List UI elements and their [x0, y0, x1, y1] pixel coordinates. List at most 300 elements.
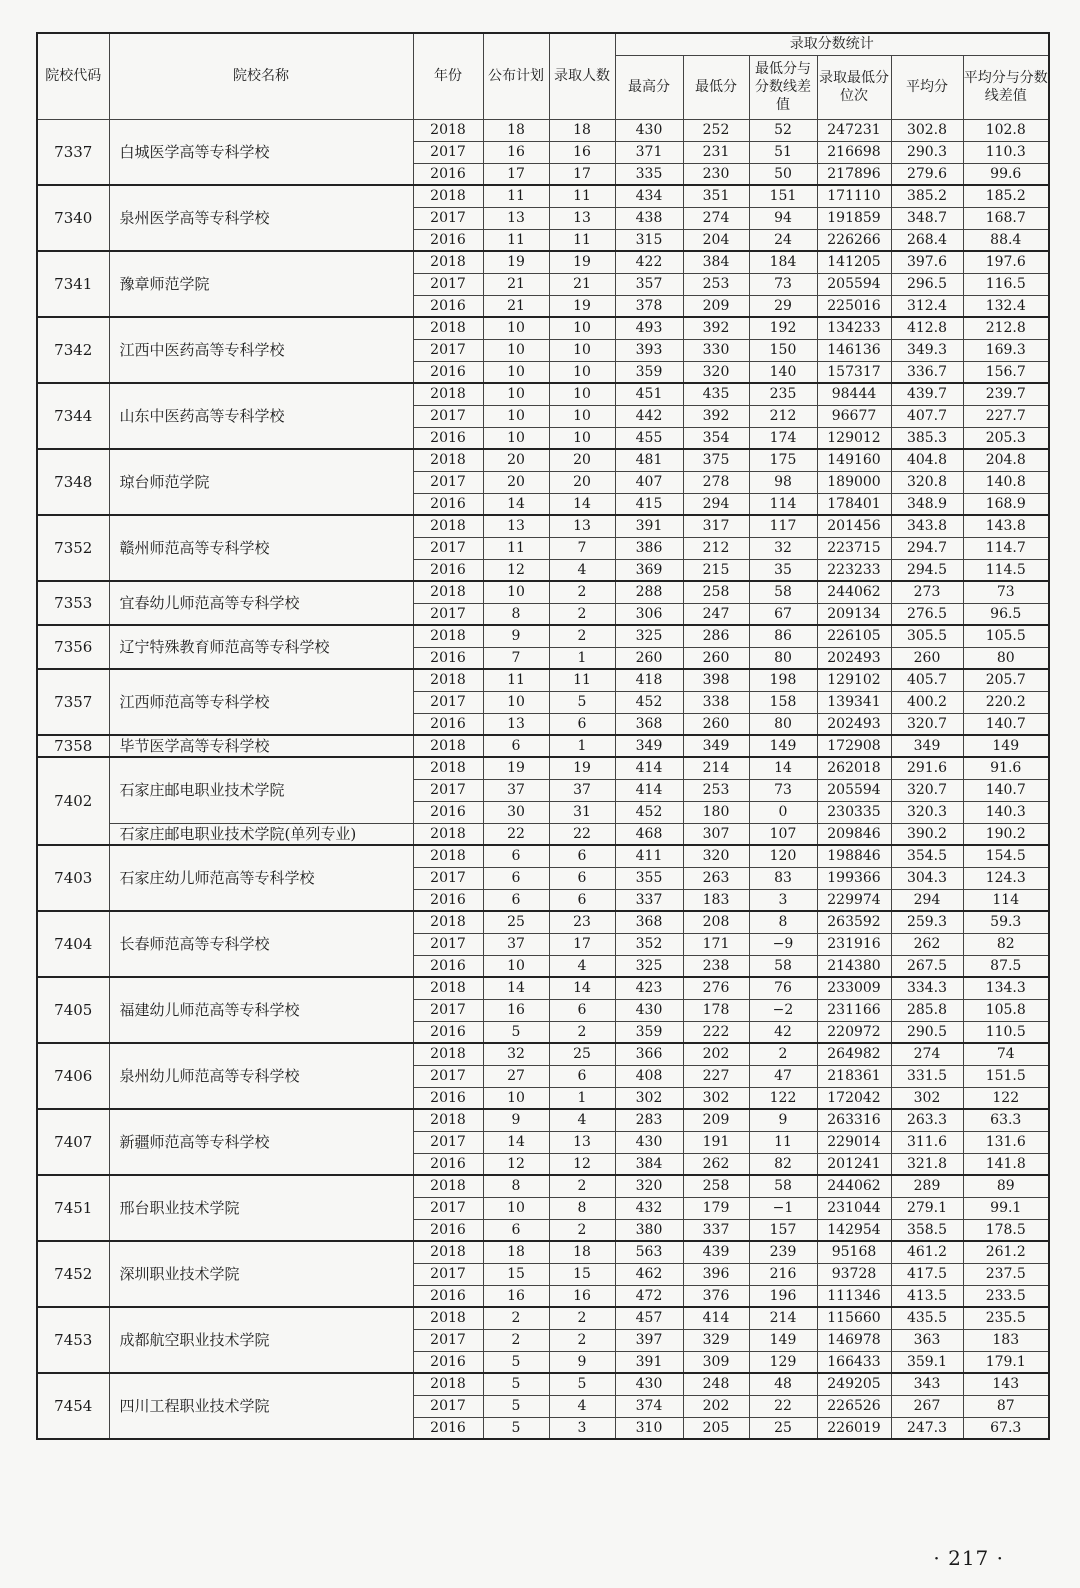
- cell-avg-diff: 179.1: [963, 1351, 1049, 1373]
- cell-avg-score: 417.5: [891, 1263, 963, 1285]
- cell-max-score: 337: [615, 889, 683, 911]
- cell-min-score: 171: [683, 933, 749, 955]
- cell-admitted: 15: [549, 1263, 615, 1285]
- cell-min-score: 258: [683, 1175, 749, 1197]
- cell-plan: 6: [483, 1219, 549, 1241]
- cell-avg-diff: 140.8: [963, 471, 1049, 493]
- cell-min-score: 392: [683, 317, 749, 339]
- cell-admitted: 37: [549, 779, 615, 801]
- cell-year: 2017: [413, 537, 483, 559]
- cell-avg-diff: 183: [963, 1329, 1049, 1351]
- cell-avg-diff: 239.7: [963, 383, 1049, 405]
- header-avg-diff: 平均分与分数线差值: [963, 55, 1049, 119]
- cell-max-score: 397: [615, 1329, 683, 1351]
- cell-min-rank: 209134: [817, 603, 891, 625]
- cell-admitted: 4: [549, 1395, 615, 1417]
- cell-admitted: 19: [549, 757, 615, 779]
- cell-plan: 14: [483, 977, 549, 999]
- cell-avg-score: 296.5: [891, 273, 963, 295]
- cell-min-score: 191: [683, 1131, 749, 1153]
- cell-admitted: 14: [549, 493, 615, 515]
- cell-year: 2017: [413, 1329, 483, 1351]
- school-name: 长春师范高等专科学校: [109, 911, 413, 977]
- cell-admitted: 1: [549, 647, 615, 669]
- cell-max-score: 315: [615, 229, 683, 251]
- cell-plan: 10: [483, 361, 549, 383]
- school-name: 泉州幼儿师范高等专科学校: [109, 1043, 413, 1109]
- cell-admitted: 13: [549, 207, 615, 229]
- cell-admitted: 1: [549, 735, 615, 757]
- school-name: 石家庄邮电职业技术学院: [109, 757, 413, 823]
- cell-max-score: 452: [615, 691, 683, 713]
- cell-year: 2016: [413, 163, 483, 185]
- cell-min-diff: 149: [749, 1329, 817, 1351]
- cell-admitted: 18: [549, 1241, 615, 1263]
- cell-year: 2017: [413, 603, 483, 625]
- cell-avg-diff: 67.3: [963, 1417, 1049, 1439]
- cell-avg-diff: 124.3: [963, 867, 1049, 889]
- cell-admitted: 4: [549, 955, 615, 977]
- cell-avg-score: 385.2: [891, 185, 963, 207]
- cell-plan: 10: [483, 427, 549, 449]
- cell-avg-diff: 143.8: [963, 515, 1049, 537]
- cell-avg-score: 404.8: [891, 449, 963, 471]
- table-row: [37, 1109, 1049, 1131]
- cell-min-rank: 233009: [817, 977, 891, 999]
- cell-avg-diff: 74: [963, 1043, 1049, 1065]
- cell-min-score: 329: [683, 1329, 749, 1351]
- cell-year: 2016: [413, 1021, 483, 1043]
- cell-min-score: 260: [683, 713, 749, 735]
- cell-avg-diff: 197.6: [963, 251, 1049, 273]
- cell-avg-diff: 59.3: [963, 911, 1049, 933]
- cell-max-score: 452: [615, 801, 683, 823]
- table-row: [37, 515, 1049, 537]
- cell-avg-diff: 134.3: [963, 977, 1049, 999]
- cell-max-score: 472: [615, 1285, 683, 1307]
- admission-score-table: [36, 32, 1050, 1440]
- cell-min-diff: 3: [749, 889, 817, 911]
- cell-avg-diff: 261.2: [963, 1241, 1049, 1263]
- cell-min-rank: 229014: [817, 1131, 891, 1153]
- cell-plan: 6: [483, 889, 549, 911]
- cell-min-diff: 98: [749, 471, 817, 493]
- table-row: [37, 119, 1049, 141]
- school-code: 7337: [37, 119, 109, 185]
- cell-avg-score: 262: [891, 933, 963, 955]
- cell-year: 2016: [413, 1285, 483, 1307]
- cell-avg-diff: 233.5: [963, 1285, 1049, 1307]
- cell-min-score: 276: [683, 977, 749, 999]
- cell-admitted: 20: [549, 471, 615, 493]
- cell-plan: 13: [483, 713, 549, 735]
- cell-year: 2018: [413, 735, 483, 757]
- cell-plan: 20: [483, 471, 549, 493]
- cell-min-diff: 212: [749, 405, 817, 427]
- cell-min-rank: 209846: [817, 823, 891, 845]
- cell-min-rank: 231166: [817, 999, 891, 1021]
- cell-min-score: 302: [683, 1087, 749, 1109]
- cell-min-score: 227: [683, 1065, 749, 1087]
- cell-min-diff: 235: [749, 383, 817, 405]
- cell-avg-diff: 105.5: [963, 625, 1049, 647]
- cell-min-diff: 42: [749, 1021, 817, 1043]
- cell-min-score: 307: [683, 823, 749, 845]
- cell-plan: 25: [483, 911, 549, 933]
- cell-admitted: 2: [549, 1329, 615, 1351]
- cell-min-rank: 223233: [817, 559, 891, 581]
- cell-plan: 10: [483, 955, 549, 977]
- cell-min-diff: 32: [749, 537, 817, 559]
- cell-plan: 5: [483, 1021, 549, 1043]
- cell-admitted: 11: [549, 229, 615, 251]
- cell-max-score: 366: [615, 1043, 683, 1065]
- cell-avg-diff: 168.7: [963, 207, 1049, 229]
- cell-year: 2016: [413, 801, 483, 823]
- cell-year: 2016: [413, 1219, 483, 1241]
- header-min-rank: 录取最低分位次: [817, 55, 891, 119]
- cell-admitted: 31: [549, 801, 615, 823]
- cell-max-score: 455: [615, 427, 683, 449]
- school-name: 四川工程职业技术学院: [109, 1373, 413, 1439]
- cell-min-diff: 29: [749, 295, 817, 317]
- cell-avg-diff: 178.5: [963, 1219, 1049, 1241]
- cell-max-score: 371: [615, 141, 683, 163]
- cell-plan: 11: [483, 669, 549, 691]
- cell-year: 2016: [413, 713, 483, 735]
- cell-avg-diff: 212.8: [963, 317, 1049, 339]
- cell-min-rank: 199366: [817, 867, 891, 889]
- cell-plan: 16: [483, 999, 549, 1021]
- cell-year: 2018: [413, 669, 483, 691]
- cell-avg-score: 390.2: [891, 823, 963, 845]
- school-name: 深圳职业技术学院: [109, 1241, 413, 1307]
- cell-min-diff: −2: [749, 999, 817, 1021]
- cell-avg-diff: 235.5: [963, 1307, 1049, 1329]
- cell-min-score: 392: [683, 405, 749, 427]
- cell-min-rank: 263592: [817, 911, 891, 933]
- cell-year: 2018: [413, 625, 483, 647]
- cell-min-score: 330: [683, 339, 749, 361]
- cell-min-score: 294: [683, 493, 749, 515]
- table-row: [37, 757, 1049, 779]
- cell-min-diff: 8: [749, 911, 817, 933]
- cell-avg-score: 363: [891, 1329, 963, 1351]
- cell-min-diff: 239: [749, 1241, 817, 1263]
- cell-avg-score: 311.6: [891, 1131, 963, 1153]
- cell-avg-diff: 220.2: [963, 691, 1049, 713]
- cell-plan: 37: [483, 779, 549, 801]
- cell-admitted: 4: [549, 559, 615, 581]
- cell-year: 2017: [413, 1197, 483, 1219]
- cell-min-score: 286: [683, 625, 749, 647]
- cell-admitted: 19: [549, 251, 615, 273]
- cell-max-score: 462: [615, 1263, 683, 1285]
- table-row: [37, 735, 1049, 757]
- cell-max-score: 391: [615, 1351, 683, 1373]
- cell-min-score: 230: [683, 163, 749, 185]
- cell-year: 2018: [413, 757, 483, 779]
- cell-avg-score: 279.1: [891, 1197, 963, 1219]
- cell-min-rank: 178401: [817, 493, 891, 515]
- school-name: 邢台职业技术学院: [109, 1175, 413, 1241]
- header-min: 最低分: [683, 55, 749, 119]
- cell-avg-diff: 82: [963, 933, 1049, 955]
- cell-year: 2018: [413, 823, 483, 845]
- cell-avg-diff: 185.2: [963, 185, 1049, 207]
- cell-min-score: 376: [683, 1285, 749, 1307]
- cell-plan: 10: [483, 1087, 549, 1109]
- cell-avg-score: 439.7: [891, 383, 963, 405]
- cell-max-score: 302: [615, 1087, 683, 1109]
- cell-avg-diff: 89: [963, 1175, 1049, 1197]
- cell-min-rank: 172908: [817, 735, 891, 757]
- cell-avg-score: 343: [891, 1373, 963, 1395]
- cell-admitted: 4: [549, 1109, 615, 1131]
- cell-min-diff: 149: [749, 735, 817, 757]
- cell-avg-score: 302: [891, 1087, 963, 1109]
- cell-year: 2016: [413, 955, 483, 977]
- school-name: 泉州医学高等专科学校: [109, 185, 413, 251]
- cell-max-score: 335: [615, 163, 683, 185]
- cell-plan: 27: [483, 1065, 549, 1087]
- cell-avg-score: 349: [891, 735, 963, 757]
- cell-min-rank: 134233: [817, 317, 891, 339]
- cell-max-score: 283: [615, 1109, 683, 1131]
- school-code: 7357: [37, 669, 109, 735]
- cell-min-diff: 158: [749, 691, 817, 713]
- cell-avg-diff: 156.7: [963, 361, 1049, 383]
- school-name: 成都航空职业技术学院: [109, 1307, 413, 1373]
- cell-min-score: 414: [683, 1307, 749, 1329]
- table-row: [37, 845, 1049, 867]
- school-name: 毕节医学高等专科学校: [109, 735, 413, 757]
- school-code: 7453: [37, 1307, 109, 1373]
- cell-admitted: 6: [549, 713, 615, 735]
- cell-avg-score: 358.5: [891, 1219, 963, 1241]
- cell-year: 2018: [413, 1109, 483, 1131]
- cell-year: 2016: [413, 559, 483, 581]
- cell-avg-score: 259.3: [891, 911, 963, 933]
- cell-plan: 21: [483, 295, 549, 317]
- cell-max-score: 430: [615, 999, 683, 1021]
- cell-avg-score: 412.8: [891, 317, 963, 339]
- cell-max-score: 430: [615, 1131, 683, 1153]
- cell-min-diff: 86: [749, 625, 817, 647]
- cell-year: 2018: [413, 1043, 483, 1065]
- table-body: [37, 119, 1049, 1439]
- cell-min-score: 209: [683, 1109, 749, 1131]
- school-name: 福建幼儿师范高等专科学校: [109, 977, 413, 1043]
- cell-min-rank: 172042: [817, 1087, 891, 1109]
- cell-min-score: 398: [683, 669, 749, 691]
- cell-min-diff: 83: [749, 867, 817, 889]
- cell-avg-diff: 91.6: [963, 757, 1049, 779]
- cell-plan: 5: [483, 1417, 549, 1439]
- cell-avg-score: 312.4: [891, 295, 963, 317]
- cell-plan: 9: [483, 1109, 549, 1131]
- cell-min-score: 214: [683, 757, 749, 779]
- school-code: 7404: [37, 911, 109, 977]
- cell-admitted: 6: [549, 889, 615, 911]
- cell-max-score: 306: [615, 603, 683, 625]
- cell-admitted: 5: [549, 1373, 615, 1395]
- cell-plan: 13: [483, 515, 549, 537]
- cell-admitted: 9: [549, 1351, 615, 1373]
- cell-avg-diff: 96.5: [963, 603, 1049, 625]
- cell-min-rank: 202493: [817, 713, 891, 735]
- cell-plan: 20: [483, 449, 549, 471]
- cell-avg-score: 336.7: [891, 361, 963, 383]
- cell-min-rank: 226526: [817, 1395, 891, 1417]
- cell-min-rank: 201456: [817, 515, 891, 537]
- cell-min-rank: 263316: [817, 1109, 891, 1131]
- cell-max-score: 368: [615, 911, 683, 933]
- cell-plan: 2: [483, 1329, 549, 1351]
- cell-avg-score: 320.7: [891, 779, 963, 801]
- cell-min-rank: 225016: [817, 295, 891, 317]
- cell-min-rank: 146978: [817, 1329, 891, 1351]
- school-name: 辽宁特殊教育师范高等专科学校: [109, 625, 413, 669]
- cell-max-score: 320: [615, 1175, 683, 1197]
- cell-min-diff: 9: [749, 1109, 817, 1131]
- cell-year: 2017: [413, 999, 483, 1021]
- cell-min-diff: 58: [749, 581, 817, 603]
- cell-plan: 11: [483, 229, 549, 251]
- cell-min-score: 212: [683, 537, 749, 559]
- cell-min-diff: 140: [749, 361, 817, 383]
- cell-avg-diff: 132.4: [963, 295, 1049, 317]
- cell-admitted: 19: [549, 295, 615, 317]
- cell-avg-diff: 143: [963, 1373, 1049, 1395]
- cell-plan: 10: [483, 581, 549, 603]
- cell-min-diff: 117: [749, 515, 817, 537]
- cell-min-score: 222: [683, 1021, 749, 1043]
- cell-avg-score: 276.5: [891, 603, 963, 625]
- cell-avg-score: 331.5: [891, 1065, 963, 1087]
- table-row: [37, 977, 1049, 999]
- cell-min-diff: 2: [749, 1043, 817, 1065]
- cell-min-diff: 80: [749, 647, 817, 669]
- cell-plan: 14: [483, 493, 549, 515]
- cell-avg-score: 273: [891, 581, 963, 603]
- school-code: 7348: [37, 449, 109, 515]
- cell-min-diff: 82: [749, 1153, 817, 1175]
- cell-avg-diff: 114.5: [963, 559, 1049, 581]
- cell-max-score: 414: [615, 779, 683, 801]
- cell-min-diff: 196: [749, 1285, 817, 1307]
- cell-min-diff: 24: [749, 229, 817, 251]
- cell-admitted: 20: [549, 449, 615, 471]
- cell-min-rank: 247231: [817, 119, 891, 141]
- cell-admitted: 10: [549, 383, 615, 405]
- cell-avg-diff: 151.5: [963, 1065, 1049, 1087]
- cell-avg-diff: 87: [963, 1395, 1049, 1417]
- table-row: [37, 251, 1049, 273]
- cell-min-diff: 157: [749, 1219, 817, 1241]
- cell-admitted: 21: [549, 273, 615, 295]
- cell-avg-diff: 237.5: [963, 1263, 1049, 1285]
- header-max: 最高分: [615, 55, 683, 119]
- cell-year: 2018: [413, 581, 483, 603]
- cell-avg-diff: 88.4: [963, 229, 1049, 251]
- cell-max-score: 260: [615, 647, 683, 669]
- cell-admitted: 2: [549, 1219, 615, 1241]
- cell-year: 2018: [413, 1307, 483, 1329]
- cell-year: 2016: [413, 1087, 483, 1109]
- cell-avg-diff: 80: [963, 647, 1049, 669]
- cell-avg-score: 407.7: [891, 405, 963, 427]
- school-code: 7454: [37, 1373, 109, 1439]
- school-name: 石家庄幼儿师范高等专科学校: [109, 845, 413, 911]
- cell-max-score: 415: [615, 493, 683, 515]
- cell-min-rank: 141205: [817, 251, 891, 273]
- cell-min-score: 238: [683, 955, 749, 977]
- cell-avg-score: 285.8: [891, 999, 963, 1021]
- cell-admitted: 5: [549, 691, 615, 713]
- cell-avg-score: 267.5: [891, 955, 963, 977]
- cell-admitted: 8: [549, 1197, 615, 1219]
- cell-avg-score: 304.3: [891, 867, 963, 889]
- cell-year: 2017: [413, 273, 483, 295]
- cell-admitted: 10: [549, 317, 615, 339]
- cell-year: 2016: [413, 361, 483, 383]
- school-name: 江西师范高等专科学校: [109, 669, 413, 735]
- cell-admitted: 25: [549, 1043, 615, 1065]
- cell-min-rank: 226019: [817, 1417, 891, 1439]
- cell-min-rank: 249205: [817, 1373, 891, 1395]
- cell-min-rank: 96677: [817, 405, 891, 427]
- cell-min-score: 278: [683, 471, 749, 493]
- cell-plan: 15: [483, 1263, 549, 1285]
- cell-plan: 21: [483, 273, 549, 295]
- cell-admitted: 11: [549, 669, 615, 691]
- cell-min-diff: 76: [749, 977, 817, 999]
- cell-avg-diff: 105.8: [963, 999, 1049, 1021]
- page-number: · 217 ·: [933, 1546, 1004, 1570]
- cell-max-score: 325: [615, 625, 683, 647]
- cell-min-rank: 216698: [817, 141, 891, 163]
- table-row: [37, 911, 1049, 933]
- cell-min-rank: 198846: [817, 845, 891, 867]
- cell-admitted: 2: [549, 625, 615, 647]
- cell-min-score: 231: [683, 141, 749, 163]
- cell-year: 2017: [413, 405, 483, 427]
- cell-min-diff: 50: [749, 163, 817, 185]
- cell-plan: 10: [483, 383, 549, 405]
- cell-avg-diff: 205.7: [963, 669, 1049, 691]
- cell-max-score: 451: [615, 383, 683, 405]
- school-name: 石家庄邮电职业技术学院(单列专业): [109, 823, 413, 845]
- cell-avg-score: 359.1: [891, 1351, 963, 1373]
- cell-max-score: 457: [615, 1307, 683, 1329]
- cell-admitted: 2: [549, 603, 615, 625]
- cell-max-score: 422: [615, 251, 683, 273]
- cell-min-diff: 73: [749, 273, 817, 295]
- table-row: [37, 185, 1049, 207]
- cell-avg-diff: 149: [963, 735, 1049, 757]
- school-code: 7451: [37, 1175, 109, 1241]
- cell-avg-score: 320.3: [891, 801, 963, 823]
- school-name: 豫章师范学院: [109, 251, 413, 317]
- cell-min-diff: 214: [749, 1307, 817, 1329]
- table-row: [37, 1241, 1049, 1263]
- cell-avg-score: 289: [891, 1175, 963, 1197]
- header-avg: 平均分: [891, 55, 963, 119]
- cell-min-rank: 262018: [817, 757, 891, 779]
- cell-max-score: 442: [615, 405, 683, 427]
- cell-min-rank: 139341: [817, 691, 891, 713]
